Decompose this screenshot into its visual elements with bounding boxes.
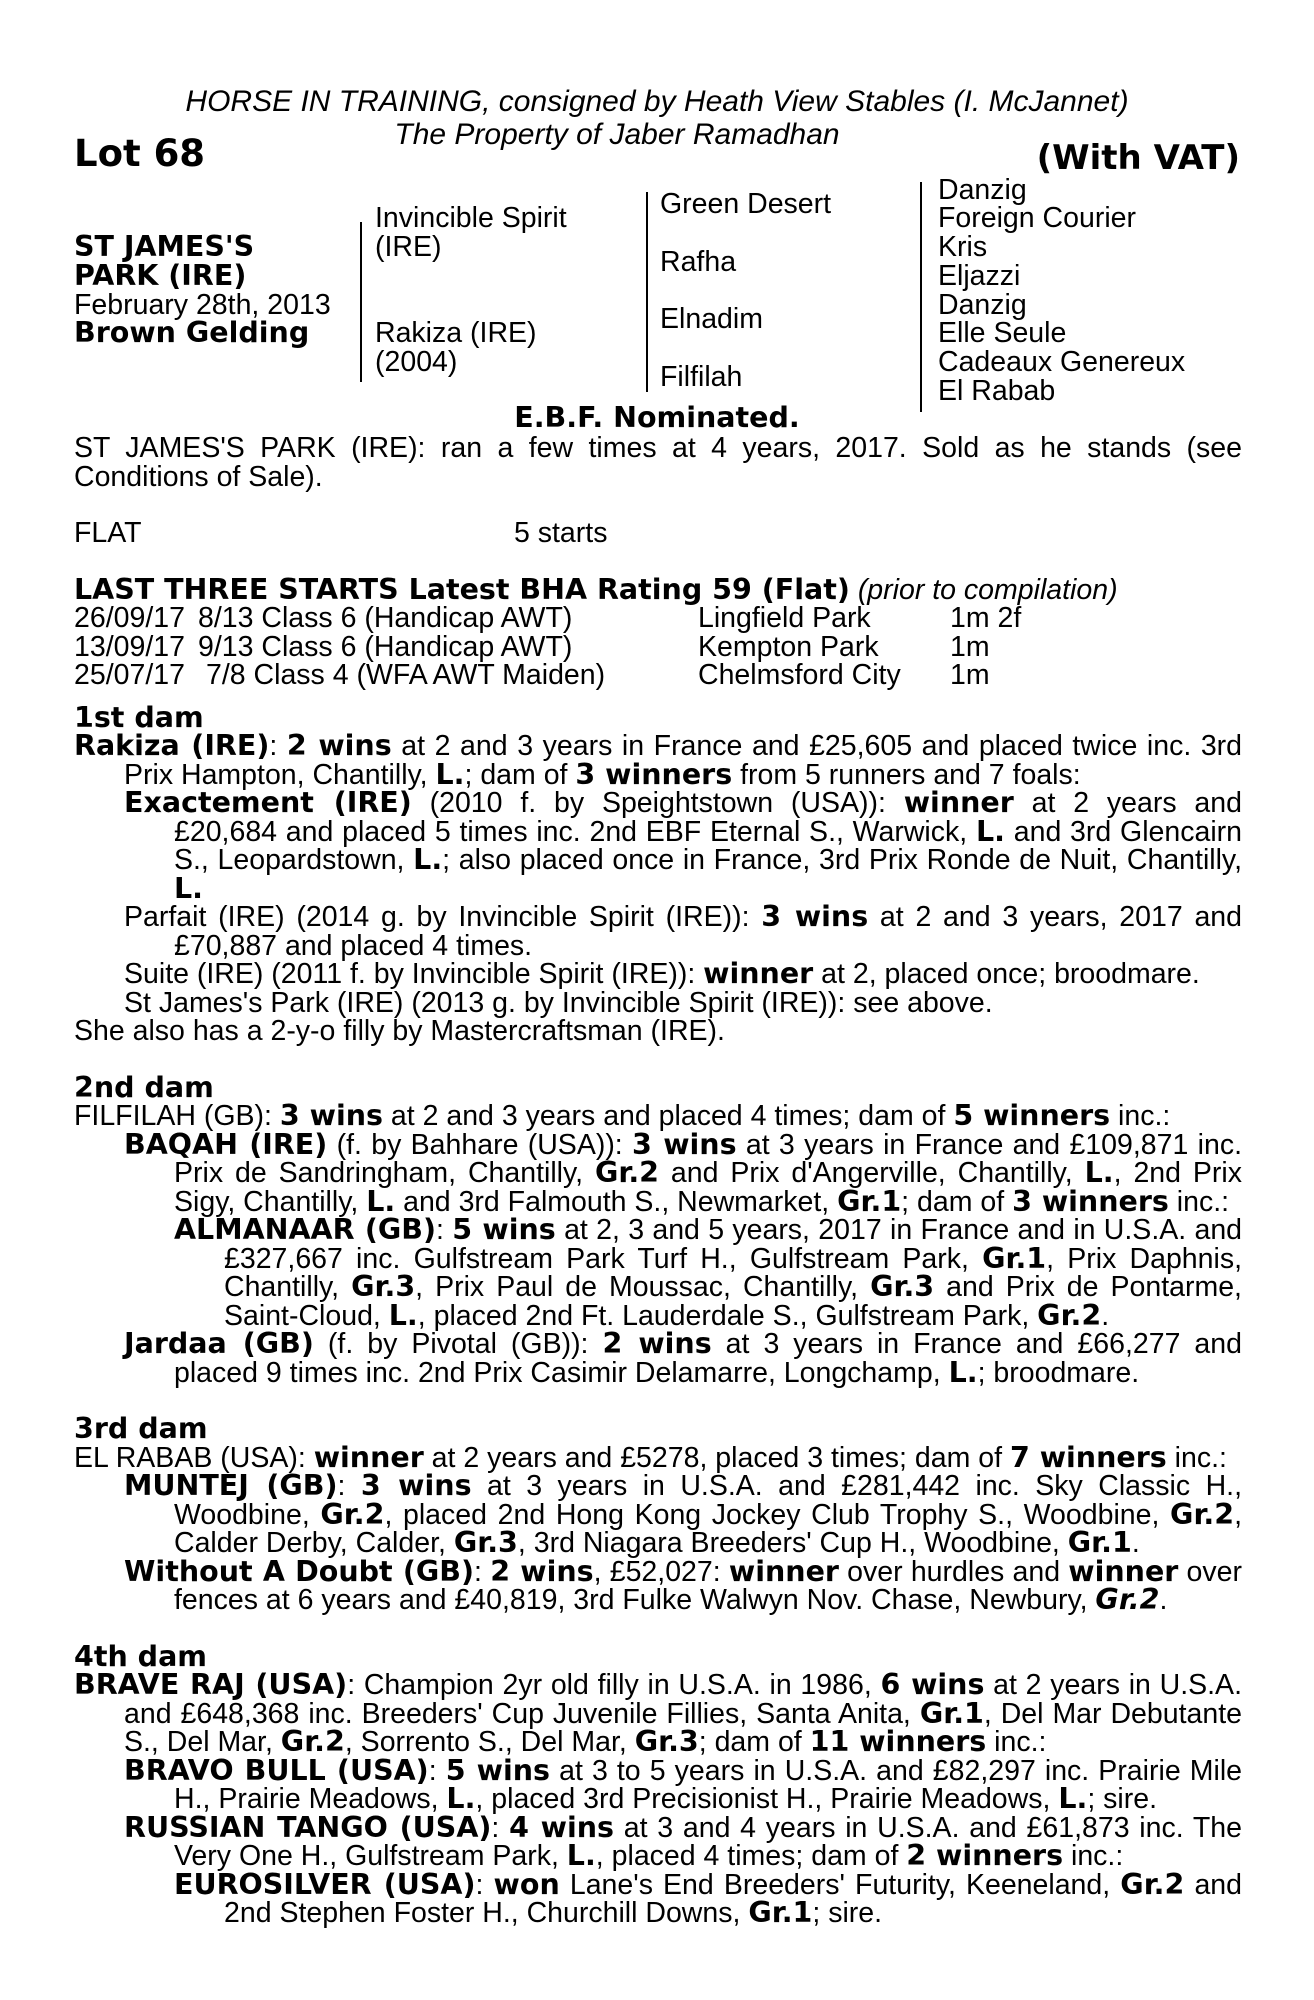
race-row [74, 604, 1242, 633]
vat-note: (With VAT) [1036, 138, 1240, 178]
racing-summary: ST JAMES'S PARK (IRE): ran a few times at 4 years, 2017. Sold as he stands (see Conditions of Sale). [74, 432, 1242, 493]
fourth-dam-heading: 4th dam [74, 1639, 207, 1673]
produce-entry: Parfait (IRE) (2014 g. by Invincible Spirit (IRE)): 3 wins at 2 and 3 years, 2017 and £70,887 and placed 4 times. [124, 900, 1242, 962]
dam-year: (2004) [375, 346, 458, 378]
produce-entry: MUNTEJ (GB): 3 wins at 3 years in U.S.A. and £281,442 inc. Sky Classic H., Woodbine, Gr.2, placed 2nd Hong Kong Jockey Club Trophy S., Woodbine, Gr.2, Calder Derby, Calder, Gr.3, 3rd Niagara Breeders' Cup H., Woodbine, Gr.1. [124, 1469, 1243, 1559]
last-three-note: (prior to compilation) [857, 573, 1118, 606]
grandparent: Green Desert [660, 188, 832, 220]
race-date: 25/07/17 [74, 659, 185, 691]
pedigree-divider-2 [646, 192, 648, 392]
race-date: 26/09/17 [74, 602, 185, 634]
horse-description: Brown Gelding [74, 316, 310, 349]
race-course: Kempton Park [698, 630, 879, 663]
flat-starts: 5 starts [514, 517, 608, 549]
dam-name: Rakiza (IRE) [375, 317, 537, 349]
third-dam-heading: 3rd dam [74, 1412, 208, 1445]
great-grandparent: Eljazzi [938, 260, 1021, 292]
produce-entry: Without A Doubt (GB): 2 wins, £52,027: winner over hurdles and winner over fences at 6 years and £40,819, 3rd Fulke Walwyn Nov. Chase, Newbury, Gr.2. [124, 1554, 1242, 1616]
first-dam-entry: Rakiza (IRE): 2 wins at 2 and 3 years in France and £25,605 and placed twice inc. 3rd Prix Hampton, Chantilly, L.; dam of 3 winners from 5 runners and 7 foals: [74, 729, 1243, 791]
last-three-heading [74, 572, 1242, 606]
second-dam-heading: 2nd dam [74, 1070, 214, 1104]
flat-record [74, 519, 1242, 548]
consignor-line: HORSE IN TRAINING, consigned by Heath View Stables (I. McJannet) [185, 85, 1129, 118]
fourth-dam-entry: BRAVE RAJ (USA): Champion 2yr old filly in U.S.A. in 1986, 6 wins at 2 years in U.S.A. and £648,368 inc. Breeders' Cup Juvenile Fillies, Santa Anita, Gr.1, Del Mar Debutante S., Del Mar, Gr.2, Sorrento S., Del Mar, Gr.3; dam of 11 winners inc.: [74, 1668, 1242, 1758]
second-dam-entry: FILFILAH (GB): 3 wins at 2 and 3 years and placed 4 times; dam of 5 winners inc.: [74, 1099, 1171, 1132]
horse-name-line1: ST JAMES'S [74, 230, 255, 263]
ebf-nominated: E.B.F. Nominated. [514, 401, 800, 434]
last-three-title: LAST THREE STARTS Latest BHA Rating 59 (Flat) [74, 572, 850, 606]
produce-entry: BAQAH (IRE) (f. by Bahhare (USA)): 3 wins at 3 years in France and £109,871 inc. Prix de Sandringham, Chantilly, Gr.2 and Prix d'Angerville, Chantilly, L., 2nd Prix Sigy, Chantilly, L. and 3rd Falmouth S., Newmarket, Gr.1; dam of 3 winners inc.: [124, 1127, 1242, 1218]
produce-note: She also has a 2-y-o filly by Mastercraftsman (IRE). [74, 1015, 725, 1047]
great-grandparent: Kris [938, 231, 988, 263]
race-detail: 8/13 Class 6 (Handicap AWT) [198, 602, 573, 634]
great-grandparent: Cadeaux Genereux [938, 346, 1186, 378]
race-date: 13/09/17 [74, 630, 185, 663]
sire-name: Invincible Spirit [375, 202, 567, 234]
catalogue-body [74, 434, 1242, 1928]
produce-entry: Exactement (IRE) (2010 f. by Speightstown (USA)): winner at 2 years and £20,684 and placed 5 times inc. 2nd EBF Eternal S., Warwick, L. and 3rd Glencairn S., Leopardstown, L.; also placed once in France, 3rd Prix Ronde de Nuit, Chantilly, L. [124, 786, 1242, 905]
produce-entry: RUSSIAN TANGO (USA): 4 wins at 3 and 4 years in U.S.A. and £61,873 inc. The Very One H., Gulfstream Park, L., placed 4 times; dam of 2 winners inc.: [124, 1810, 1242, 1872]
race-detail: 9/13 Class 6 (Handicap AWT) [198, 630, 573, 663]
great-grandparent: Foreign Courier [938, 202, 1136, 234]
grandparent: Rafha [660, 246, 737, 278]
produce-entry: ALMANAAR (GB): 5 wins at 2, 3 and 5 years, 2017 in France and in U.S.A. and £327,667 inc. Gulfstream Park Turf H., Gulfstream Park, Gr.1, Prix Daphnis, Chantilly, Gr.3, Prix Paul de Moussac, Chantilly, Gr.3 and Prix de Pontarme, Saint-Cloud, L., placed 2nd Ft. Lauderdale S., Gulfstream Park, Gr.2. [174, 1213, 1243, 1332]
race-detail: 7/8 Class 4 (WFA AWT Maiden) [206, 659, 606, 691]
race-course: Lingfield Park [698, 602, 871, 634]
grandparent: Filfilah [660, 361, 743, 393]
great-grandparent: El Rabab [938, 375, 1056, 407]
lot-number: Lot 68 [74, 132, 206, 175]
produce-entry: Suite (IRE) (2011 f. by Invincible Spirit (IRE)): winner at 2, placed once; broodmare. [124, 957, 1200, 990]
property-line: The Property of Jaber Ramadhan [394, 118, 840, 151]
sire-country: (IRE) [375, 231, 442, 263]
produce-entry: BRAVO BULL (USA): 5 wins at 3 to 5 years in U.S.A. and £82,297 inc. Prairie Mile H., Prairie Meadows, L., placed 3rd Precisionist H., Prairie Meadows, L.; sire. [124, 1753, 1243, 1815]
horse-name-line2: PARK (IRE) [74, 259, 247, 292]
great-grandparent: Elle Seule [938, 317, 1067, 349]
pedigree-divider-1 [360, 222, 362, 382]
third-dam-entry: EL RABAB (USA): winner at 2 years and £5278, placed 3 times; dam of 7 winners inc.: [74, 1440, 1227, 1474]
produce-entry: St James's Park (IRE) (2013 g. by Invincible Spirit (IRE)): see above. [124, 986, 993, 1019]
race-distance: 1m [950, 630, 990, 663]
race-distance: 1m 2f [950, 602, 1022, 634]
grandparent: Elnadim [660, 303, 763, 335]
first-dam-heading: 1st dam [74, 700, 204, 734]
foaling-date: February 28th, 2013 [74, 289, 331, 321]
race-distance: 1m [950, 659, 990, 691]
race-row [74, 661, 1242, 690]
pedigree-divider-3 [920, 182, 922, 412]
great-grandparent: Danzig [938, 289, 1027, 321]
race-course: Chelmsford City [698, 659, 901, 691]
produce-entry: Jardaa (GB) (f. by Pivotal (GB)): 2 wins at 3 years in France and £66,277 and placed 9 times inc. 2nd Prix Casimir Delamarre, Longchamp, L.; broodmare. [124, 1327, 1242, 1389]
produce-entry: EUROSILVER (USA): won Lane's End Breeders' Futurity, Keeneland, Gr.2 and 2nd Stephen Foster H., Churchill Downs, Gr.1; sire. [174, 1867, 1242, 1929]
great-grandparent: Danzig [938, 174, 1027, 206]
race-row [74, 630, 1242, 663]
flat-label: FLAT [74, 517, 142, 549]
